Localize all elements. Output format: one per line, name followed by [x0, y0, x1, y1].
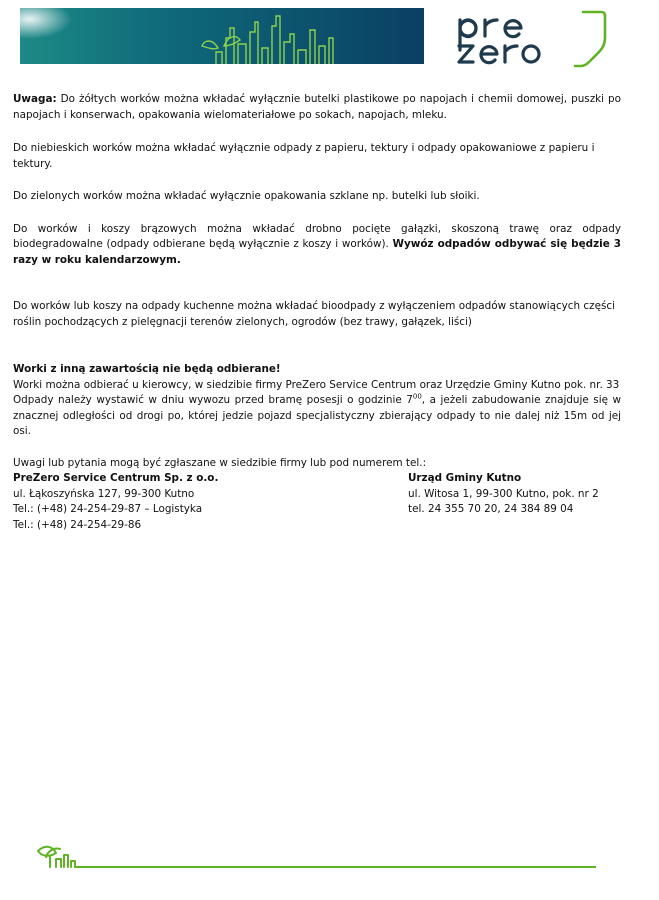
municipality-contact-address: ul. Witosa 1, 99-300 Kutno, pok. nr 2	[408, 487, 599, 500]
brown-bag-note	[13, 222, 621, 269]
brown-bag-text: Do worków i koszy brązowych można wkładać drobno pocięte gałązki, skoszoną trawę oraz odpady biodegradowalne (odpady odbierane będą wyłącznie z koszy i worków).	[13, 222, 621, 250]
municipality-contact-phone: tel. 24 355 70 20, 24 384 89 04	[408, 503, 574, 515]
prezero-contact	[13, 471, 373, 533]
footer-decoration	[36, 843, 596, 873]
municipality-contact-name: Urząd Gminy Kutno	[408, 472, 522, 484]
kitchen-waste-note: Do worków lub koszy na odpady kuchenne można wkładać bioodpady z wyłączeniem odpadów stanowiących części roślin pochodzących z pielęgnacji terenów zielonych, ogrodów (bez trawy, gałązek, liści)	[13, 300, 615, 328]
contacts-block	[13, 471, 621, 533]
warning-label: Uwaga:	[13, 93, 57, 105]
city-skyline-banner-image	[20, 8, 424, 64]
yellow-bag-text: Do żółtych worków można wkładać wyłącznie butelki plastikowe po napojach i chemii domowej, puszki po napojach i konserwach, opakowania wielomateriałowe po sokach, napojach, mleku.	[13, 93, 621, 121]
prezero-contact-phone: Tel.: (+48) 24-254-29-86	[13, 518, 142, 531]
prezero-contact-name: PreZero Service Centrum Sp. z o.o.	[13, 472, 219, 484]
leaf-skyline-footer-image	[36, 843, 596, 873]
blue-bag-note: Do niebieskich worków można wkładać wyłącznie odpady z papieru, tektury i odpady opakowaniowe z papieru i tektury.	[13, 142, 595, 170]
notice-content	[13, 92, 621, 533]
placement-note	[13, 393, 621, 440]
yellow-bag-note	[13, 92, 621, 123]
prezero-logo-image	[455, 8, 607, 70]
placement-text-b: , a jeżeli zabudowanie znajduje się w znacznej odległości od drogi po, której jedzie pojazd specjalistyczny zbierający odpady to nie dalej niż 15m od jej osi.	[13, 394, 621, 437]
hour-superscript: 00	[412, 392, 422, 401]
collection-frequency-note: Wywóz odpadów odbywać się będzie 3 razy w roku kalendarzowym.	[13, 238, 621, 266]
prezero-contact-address: ul. Łąkoszyńska 127, 99-300 Kutno	[13, 487, 195, 500]
contact-intro: Uwagi lub pytania mogą być zgłaszane w siedzibie firmy lub pod numerem tel.:	[13, 456, 427, 469]
bag-pickup-note: Worki można odbierać u kierowcy, w siedzibie firmy PreZero Service Centrum oraz Urzędzie Gminy Kutno pok. nr. 33	[13, 378, 620, 391]
header-banner	[20, 8, 424, 64]
prezero-contact-phone-logistics: Tel.: (+48) 24-254-29-87 – Logistyka	[13, 503, 203, 515]
placement-text-a: Odpady należy wystawić w dniu wywozu przed bramę posesji o godzinie 7	[13, 394, 413, 406]
green-bag-note: Do zielonych worków można wkładać wyłącznie opakowania szklane np. butelki lub słoiki.	[13, 190, 480, 202]
prezero-logo	[455, 8, 607, 70]
municipality-contact	[408, 471, 623, 518]
rejection-warning: Worki z inną zawartością nie będą odbierane!	[13, 363, 281, 375]
